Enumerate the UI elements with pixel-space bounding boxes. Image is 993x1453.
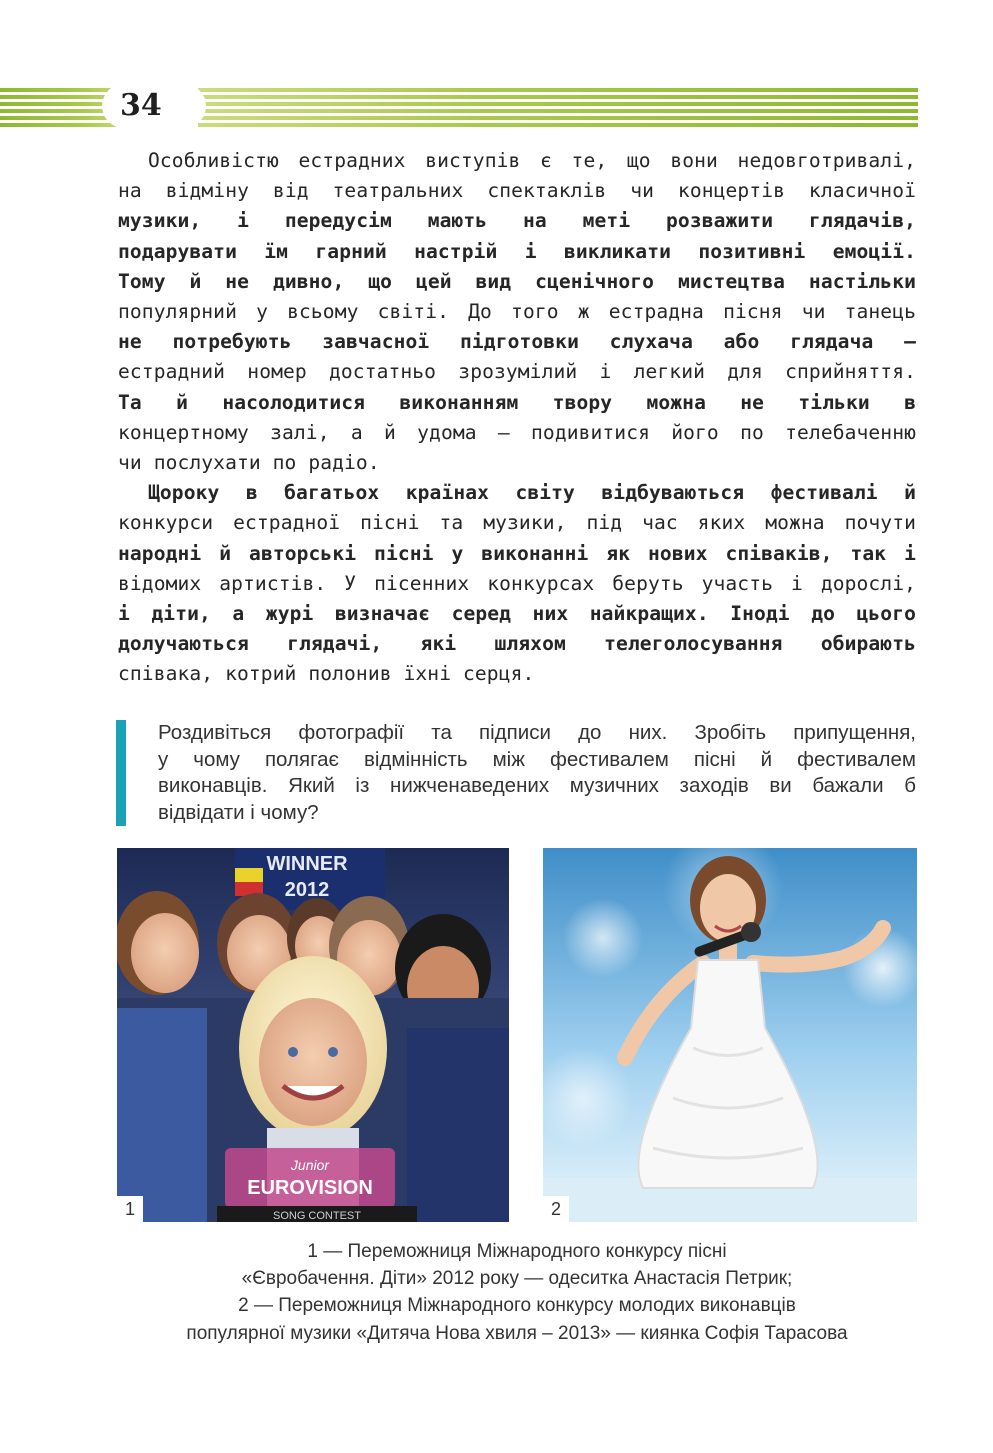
text-line: Особливістю естрадних виступів є те, що вони недовготривалі,: [148, 149, 916, 172]
text-line: народні й авторські пісні у виконанні як нових співаків, так і: [118, 541, 916, 565]
text-line: Та й насолодитися виконанням твору можна не тільки в: [118, 390, 916, 414]
svg-text:2012: 2012: [284, 879, 330, 901]
photo-2-number: 2: [543, 1196, 569, 1222]
task-block: [116, 720, 916, 826]
text-line: долучаються глядачі, які шляхом телеголосування обирають: [118, 632, 916, 656]
photo-dytyacha-nova-khvylia-winner: [543, 848, 917, 1222]
text-line: концертному залі, а й удома — подивитися його по телебаченню: [118, 420, 916, 444]
task-accent-bar: [116, 720, 126, 826]
paragraph-2: [118, 478, 916, 689]
photo-junior-eurovision-winner: [117, 848, 509, 1222]
caption-line: популярної музики «Дитяча Нова хвиля – 2013» — киянка Софія Тарасова: [186, 1322, 848, 1344]
task-line: у чому полягає відмінність між фестивалем пісні й фестивалем: [158, 747, 916, 771]
page-header: [0, 84, 918, 130]
photo-caption: [117, 1238, 917, 1347]
photo-2-illustration: [543, 848, 917, 1222]
body-text: [118, 146, 916, 690]
svg-text:WINNER: WINNER: [266, 853, 348, 875]
text-line: подарувати їм гарний настрій і викликати позитивні емоції.: [118, 239, 916, 263]
text-line: на відміну від театральних спектаклів чи концертів класичної: [118, 179, 916, 203]
svg-text:SONG CONTEST: SONG CONTEST: [272, 1210, 362, 1222]
text-line: відомих артистів. У пісенних конкурсах беруть участь і дорослі,: [118, 571, 916, 595]
text-line: Щороку в багатьох країнах світу відбуваються фестивалі й: [148, 481, 916, 505]
text-line: конкурси естрадної пісні та музики, під час яких можна почути: [118, 511, 916, 535]
photo-1-illustration: [117, 848, 509, 1222]
text-line: чи послухати по радіо.: [118, 451, 380, 475]
text-line: музики, і передусім мають на меті розважити глядачів,: [118, 209, 916, 233]
page-number: 34: [120, 88, 162, 123]
svg-text:EUROVISION: EUROVISION: [247, 1177, 373, 1199]
caption-line: 2 — Переможниця Міжнародного конкурсу молодих виконавців: [238, 1295, 796, 1317]
caption-line: 1 — Переможниця Міжнародного конкурсу пісні: [307, 1241, 727, 1262]
text-line: естрадний номер достатньо зрозумілий і легкий для сприйняття.: [118, 360, 916, 384]
task-line: відвідати і чому?: [158, 800, 319, 824]
text-line: і діти, а журі визначає серед них найкращих. Іноді до цього: [118, 602, 916, 626]
photo-1-number: 1: [117, 1196, 143, 1222]
text-line: популярний у всьому світі. До того ж естрадна пісня чи танець: [118, 300, 916, 324]
paragraph-1: [118, 146, 916, 478]
text-line: не потребують завчасної підготовки слухача або глядача —: [118, 330, 916, 354]
task-line: виконавців. Який із нижченаведених музичних заходів ви бажали б: [158, 774, 916, 798]
svg-text:Junior: Junior: [290, 1157, 330, 1173]
text-line: Тому й не дивно, що цей вид сценічного мистецтва настільки: [118, 269, 916, 293]
text-line: співака, котрий полонив їхні серця.: [118, 662, 535, 686]
caption-line: «Євробачення. Діти» 2012 року — одеситка Анастасія Петрик;: [241, 1268, 793, 1290]
header-stripes-right: [198, 88, 918, 126]
task-text: [158, 720, 916, 826]
task-line: Роздивіться фотографії та підписи до них. Зробіть припущення,: [158, 721, 916, 744]
